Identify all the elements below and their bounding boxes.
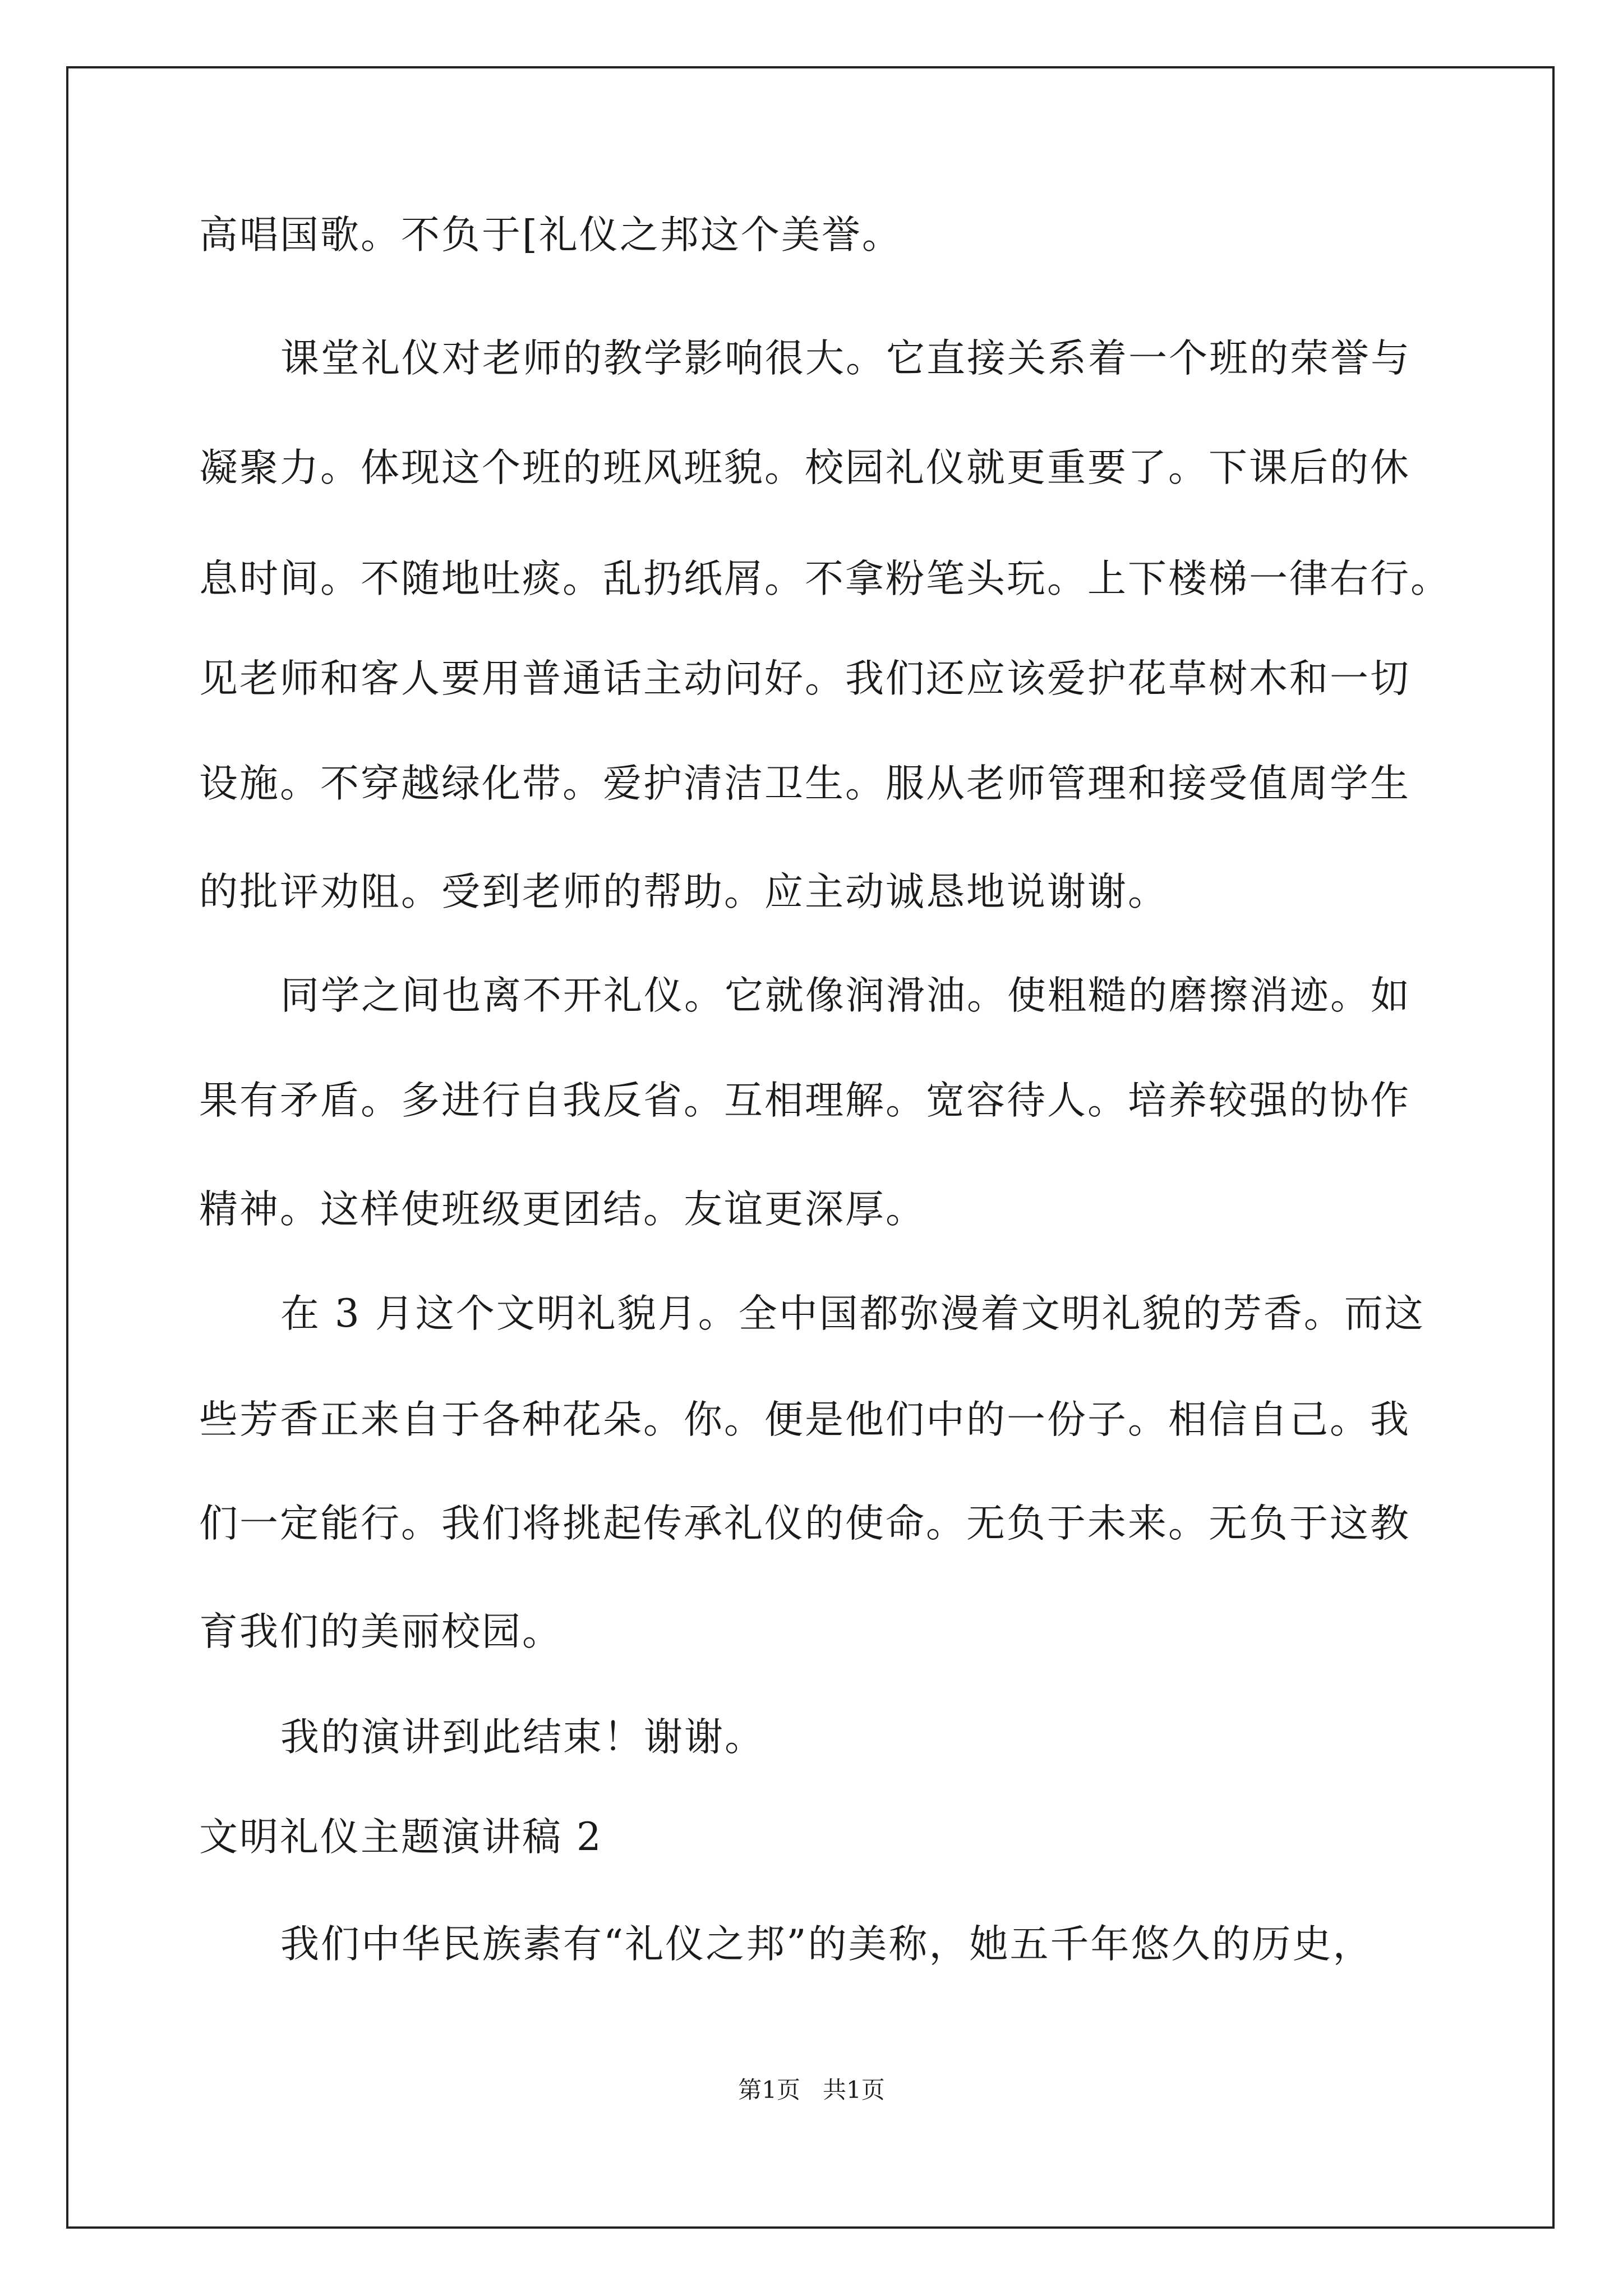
- text-line-3: 凝聚力。体现这个班的班风班貌。校园礼仪就更重要了。下课后的休: [199, 445, 1410, 490]
- text-line-10: 精神。这样使班级更团结。友谊更深厚。: [199, 1187, 926, 1232]
- text-line-15: 我的演讲到此结束！谢谢。: [280, 1715, 765, 1760]
- text-line-9: 果有矛盾。多进行自我反省。互相理解。宽容待人。培养较强的协作: [199, 1078, 1410, 1123]
- text-line-11: 在 3 月这个文明礼貌月。全中国都弥漫着文明礼貌的芳香。而这: [280, 1291, 1425, 1336]
- text-line-8: 同学之间也离不开礼仪。它就像润滑油。使粗糙的磨擦消迹。如: [280, 973, 1411, 1018]
- text-line-6: 设施。不穿越绿化带。爱护清洁卫生。服从老师管理和接受值周学生: [199, 761, 1410, 806]
- text-line-2: 课堂礼仪对老师的教学影响很大。它直接关系着一个班的荣誉与: [280, 336, 1411, 381]
- page-number-footer: 第1页 共1页: [738, 2076, 885, 2104]
- text-line-17: 我们中华民族素有“礼仪之邦”的美称，她五千年悠久的历史，: [280, 1922, 1373, 1967]
- text-line-5: 见老师和客人要用普通话主动问好。我们还应该爱护花草树木和一切: [199, 656, 1410, 701]
- text-line-14: 育我们的美丽校园。: [199, 1609, 562, 1654]
- section-heading: 文明礼仪主题演讲稿 2: [199, 1815, 603, 1860]
- text-line-7: 的批评劝阻。受到老师的帮助。应主动诚恳地说谢谢。: [199, 869, 1168, 914]
- text-line-13: 们一定能行。我们将挑起传承礼仪的使命。无负于未来。无负于这教: [199, 1501, 1410, 1546]
- text-line-4: 息时间。不随地吐痰。乱扔纸屑。不拿粉笔头玩。上下楼梯一律右行。: [199, 556, 1451, 601]
- text-line-1: 高唱国歌。不负于[礼仪之邦这个美誉。: [199, 213, 902, 257]
- page-border: [66, 66, 1555, 2229]
- text-line-12: 些芳香正来自于各种花朵。你。便是他们中的一份子。相信自己。我: [199, 1397, 1410, 1442]
